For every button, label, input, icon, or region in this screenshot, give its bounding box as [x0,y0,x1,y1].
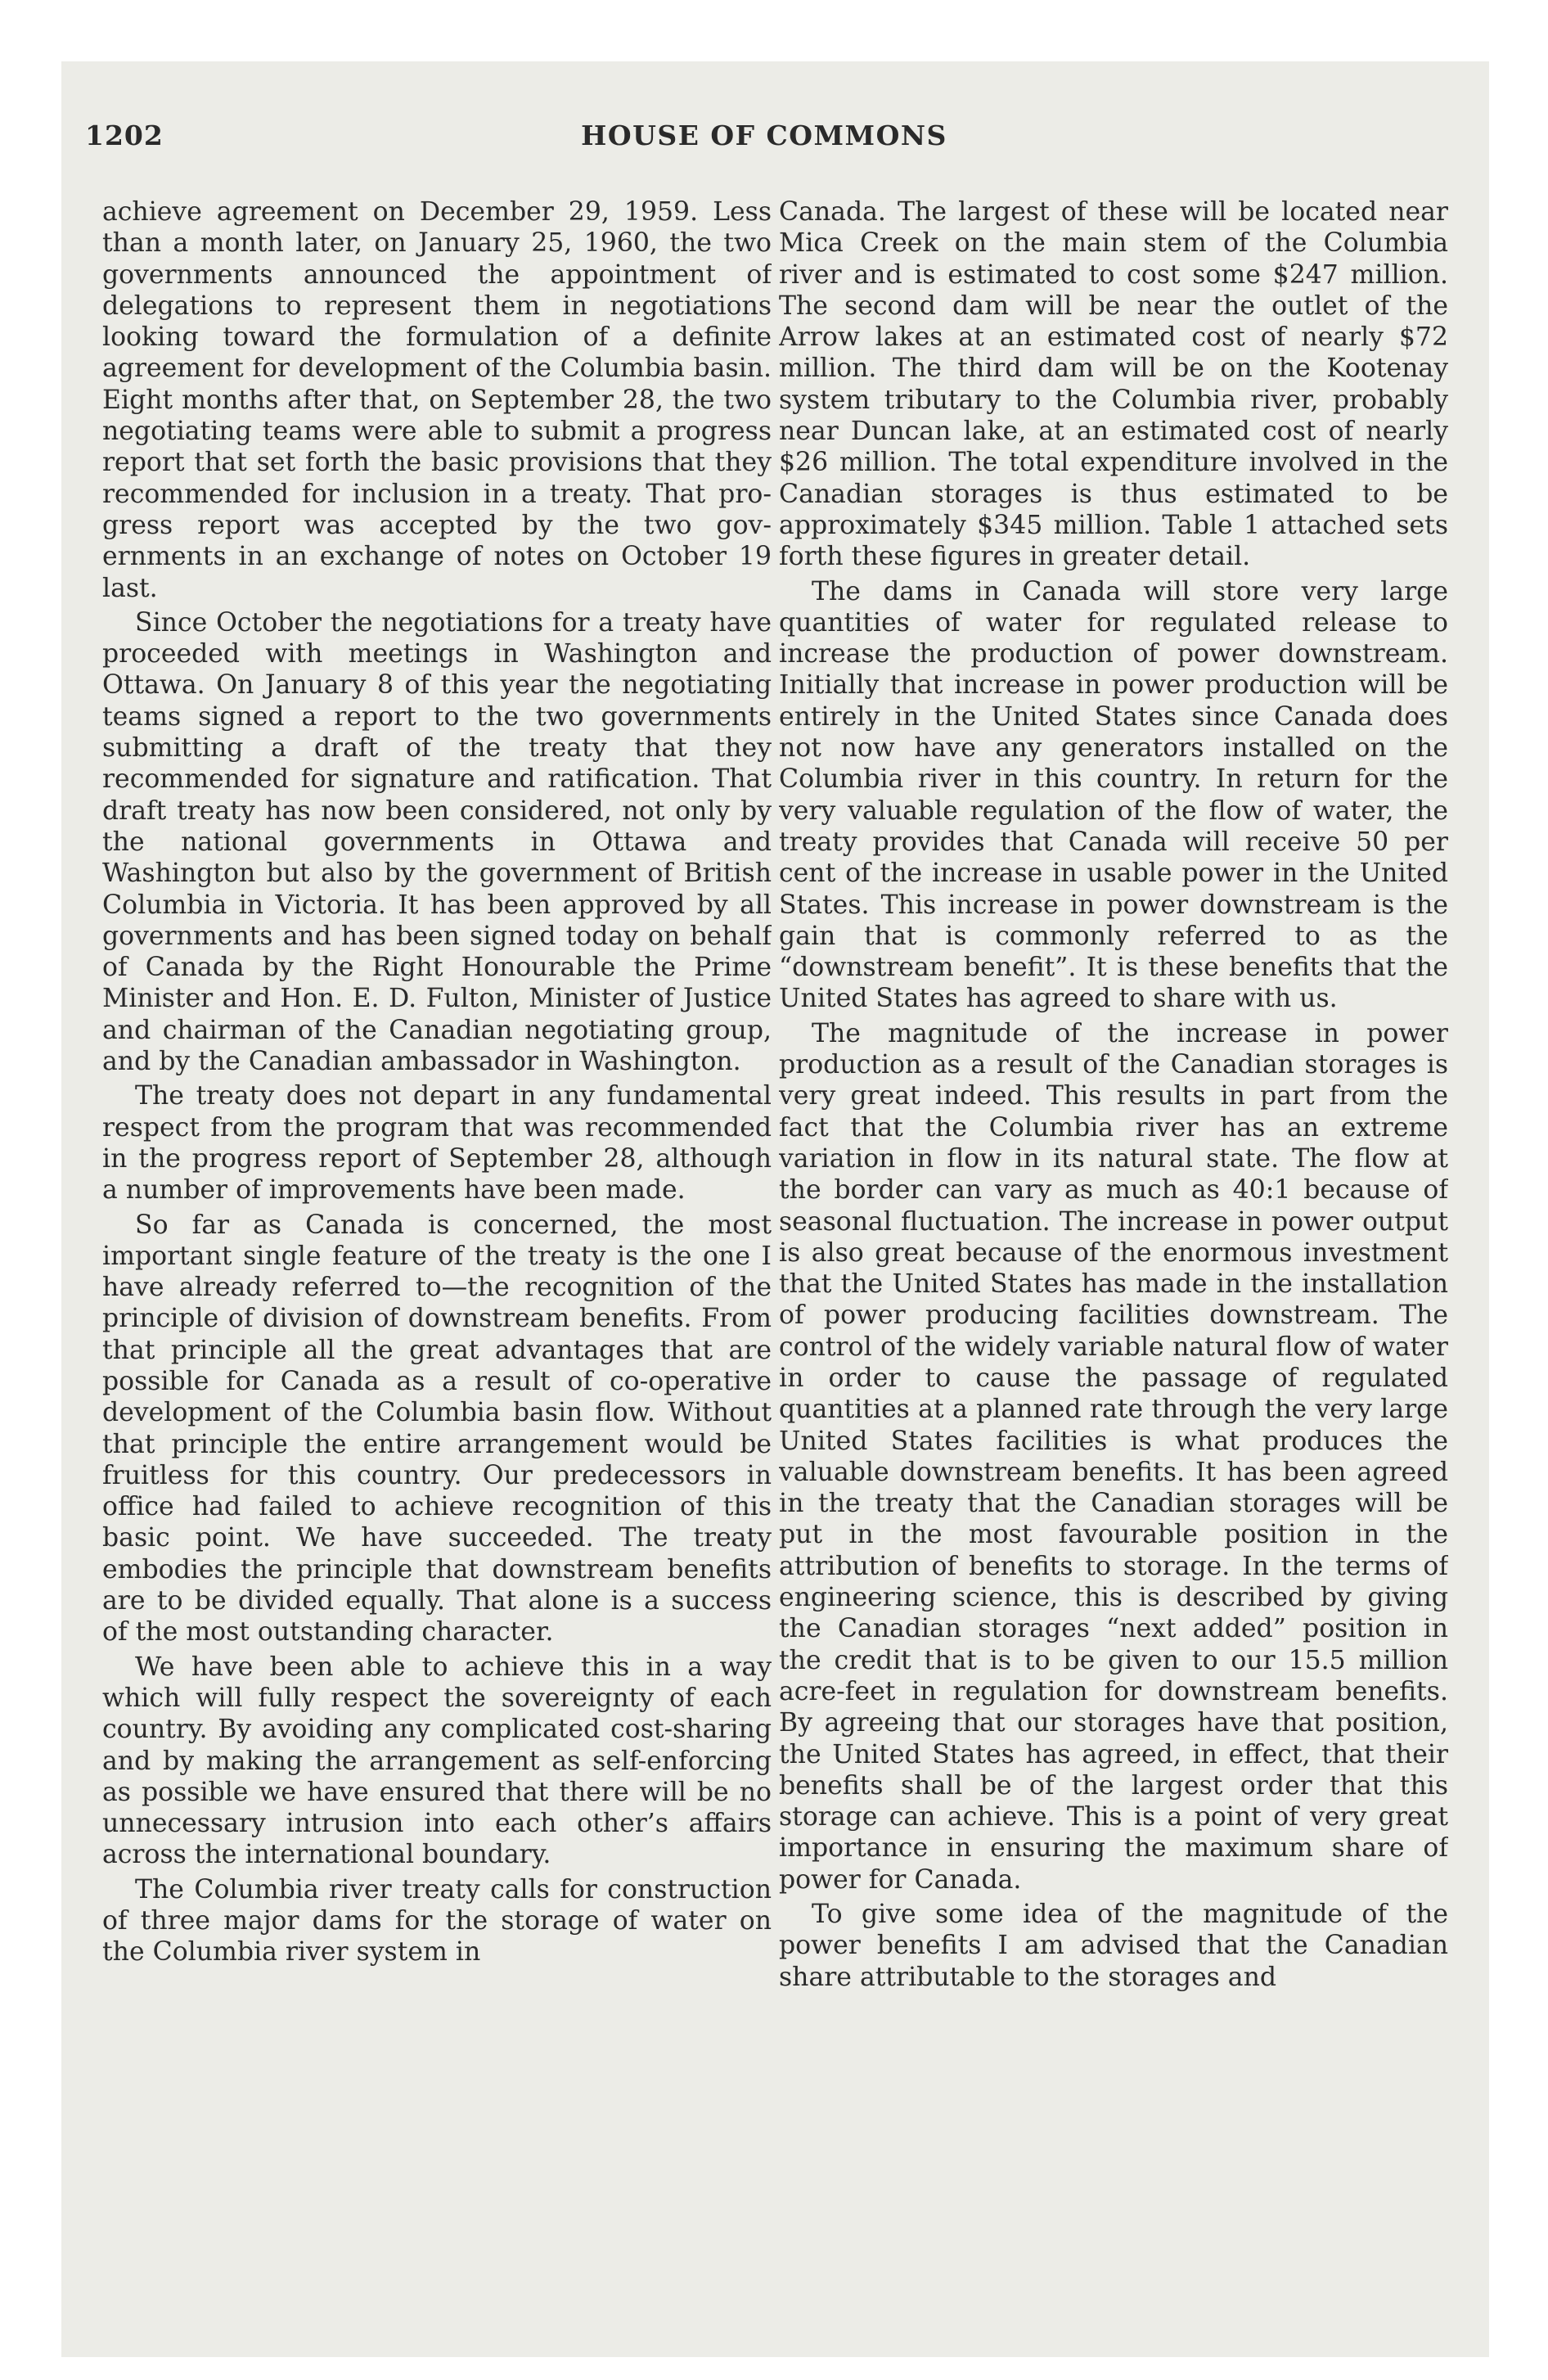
page-header [85,119,1443,160]
paragraph: We have been able to achieve this in a way which will fully respect the sovereignty of each country. By avoiding any complicated cost-sharing and by making the arrangement as self-enforcing as possible we have ensured that there will be no unnecessary intrusion into each other’s affairs across the international boundary. [102,1652,772,1870]
paragraph: achieve agreement on December 29, 1959. Less than a month later, on January 25, 1960, the two governments announced the appointment of delegations to represent them in negotiations looking toward the formulation of a definite agreement for development of the Columbia basin. Eight months after that, on September 28, the two negotiating teams were able to submit a progress report that set forth the basic provisions that they recommended for inclusion in a treaty. That progress report was accepted by the two governments in an exchange of notes on October 19 last. [102,197,772,603]
paragraph: The treaty does not depart in any fundamental respect from the program that was recommended in the progress report of September 28, although a number of improvements have been made. [102,1081,772,1206]
paragraph: The magnitude of the increase in power production as a result of the Canadian storages is very great indeed. This results in part from the fact that the Columbia river has an extreme variation in flow in its natural state. The flow at the border can vary as much as 40:1 because of seasonal fluctuation. The increase in power output is also great because of the enormous investment that the United States has made in the installation of power producing facilities downstream. The control of the widely variable natural flow of water in order to cause the passage of regulated quantities at a planned rate through the very large United States facilities is what produces the valuable downstream benefits. It has been agreed in the treaty that the Canadian storages will be put in the most favourable position in the attribution of benefits to storage. In the terms of engineering science, this is described by giving the Canadian storages “next added” position in the credit that is to be given to our 15.5 million acre-feet in regulation for downstream benefits. By agreeing that our storages have that position, the United States has agreed, in effect, that their benefits shall be of the largest order that this storage can achieve. This is a point of very great importance in ensuring the maximum share of power for Canada. [779,1018,1448,1895]
paragraph: The Columbia river treaty calls for construction of three major dams for the storage of water on the Columbia river system in [102,1874,772,1968]
paragraph: Canada. The largest of these will be located near Mica Creek on the main stem of the Columbia river and is estimated to cost some $247 million. The second dam will be near the outlet of the Arrow lakes at an estimated cost of nearly $72 million. The third dam will be on the Kootenay system tributary to the Columbia river, probably near Duncan lake, at an estimated cost of nearly $26 million. The total expenditure involved in the Canadian storages is thus estimated to be approximately $345 million. Table 1 attached sets forth these figures in greater detail. [779,197,1448,572]
paragraph: To give some idea of the magnitude of the power benefits I am advised that the Canadian share attributable to the storages and [779,1900,1448,1992]
right-column [779,196,1448,2177]
running-head: HOUSE OF COMMONS [581,119,947,151]
paragraph: The dams in Canada will store very large quantities of water for regulated release to increase the production of power downstream. Initially that increase in power production will be entirely in the United States since Canada does not now have any generators installed on the Columbia river in this country. In return for the very valuable regulation of the flow of water, the treaty provides that Canada will receive 50 per cent of the increase in usable power in the United States. This increase in power downstream is the gain that is commonly referred to as the “downstream benefit”. It is these benefits that the United States has agreed to share with us. [779,576,1448,1014]
page-number: 1202 [85,119,164,151]
paragraph: Since October the negotiations for a treaty have proceeded with meetings in Washington and Ottawa. On January 8 of this year the negotiating teams signed a report to the two governments submitting a draft of the treaty that they recommended for signature and ratification. That draft treaty has now been considered, not only by the national governments in Ottawa and Washington but also by the government of British Columbia in Victoria. It has been approved by all governments and has been signed today on behalf of Canada by the Right Honourable the Prime Minister and Hon. E. D. Fulton, Minister of Justice and chairman of the Canadian negotiating group, and by the Canadian ambassador in Washington. [102,607,772,1077]
paragraph: So far as Canada is concerned, the most important single feature of the treaty is the one I have already referred to—the recognition of the principle of division of downstream benefits. From that principle all the great advantages that are possible for Canada as a result of co-operative development of the Columbia basin flow. Without that principle the entire arrangement would be fruitless for this country. Our predecessors in office had failed to achieve recognition of this basic point. We have succeeded. The treaty embodies the principle that downstream benefits are to be divided equally. That alone is a success of the most outstanding character. [102,1210,772,1648]
left-column [102,196,772,2177]
